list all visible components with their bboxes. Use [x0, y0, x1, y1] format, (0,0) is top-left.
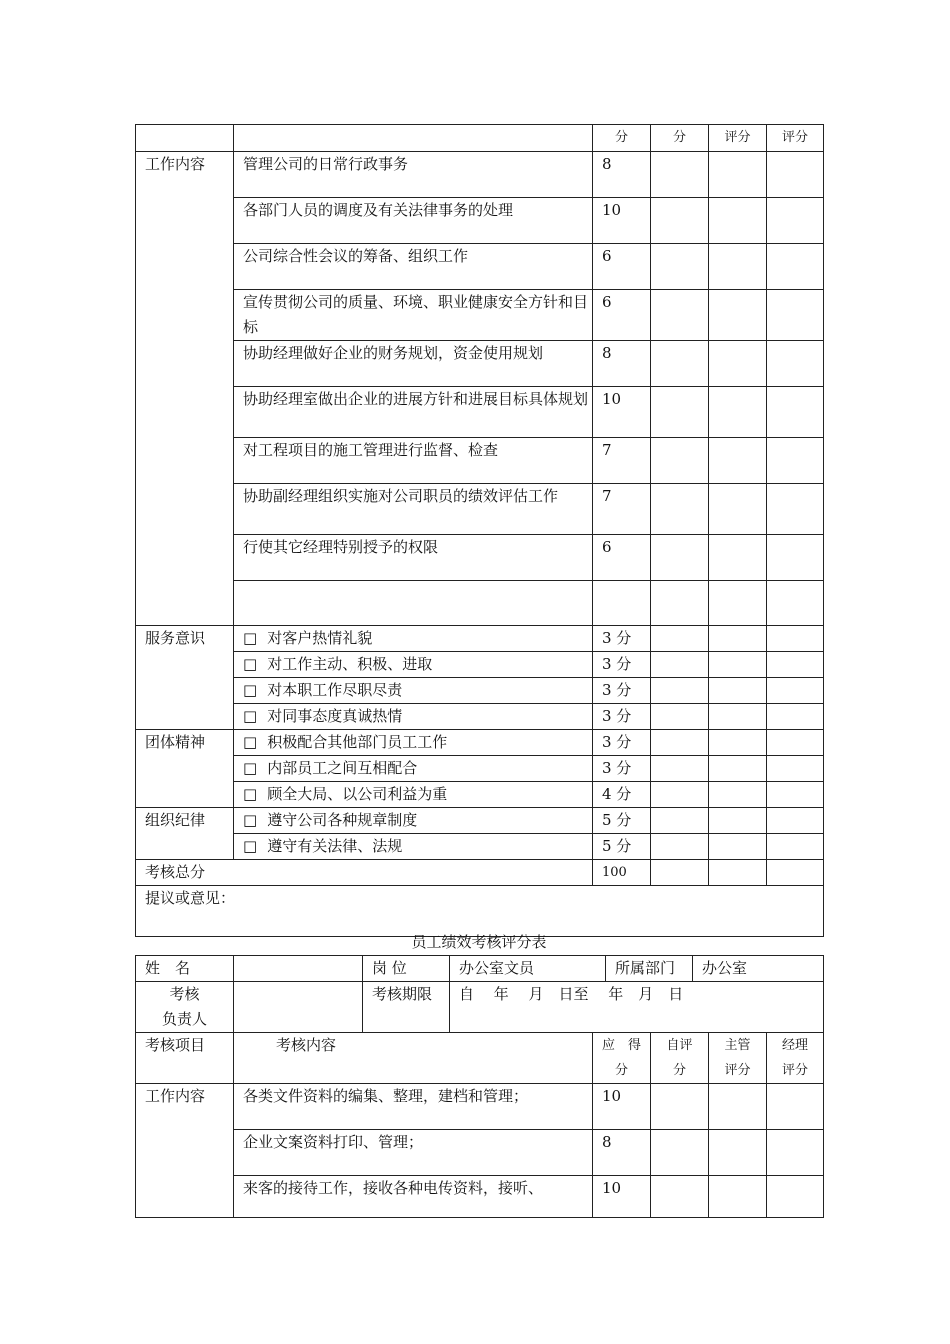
header-cell: 分 [651, 125, 709, 152]
checkbox-icon[interactable]: □ [243, 707, 258, 725]
header-line: 分 [672, 1063, 686, 1078]
item-score: 10 [593, 1084, 651, 1130]
item-score: 10 [593, 1176, 651, 1218]
manager-score-cell[interactable] [767, 652, 824, 678]
table-row [136, 1084, 824, 1130]
table-row [136, 387, 824, 438]
table-row [136, 290, 824, 341]
checkbox-icon[interactable]: □ [243, 629, 258, 647]
self-score-cell[interactable] [651, 834, 709, 860]
total-label: 考核总分 [136, 860, 593, 886]
header-row [136, 1033, 824, 1084]
manager-score-cell[interactable] [767, 290, 824, 341]
item-text: 协助经理做好企业的财务规划，资金使用规划 [234, 341, 593, 387]
checkbox-icon[interactable]: □ [243, 733, 258, 751]
supervisor-score-cell[interactable] [709, 730, 767, 756]
header-line: 经理 [781, 1038, 808, 1053]
item-score: 6 [593, 244, 651, 290]
category-label: 工作内容 [136, 152, 234, 626]
self-score-cell[interactable] [651, 438, 709, 484]
item-score: 3 分 [593, 730, 651, 756]
dept-value: 办公室 [693, 956, 824, 982]
item-text: 企业文案资料打印、管理； [234, 1130, 593, 1176]
table-row [136, 438, 824, 484]
supervisor-score-cell[interactable] [709, 860, 767, 886]
dept-label: 所属部门 [606, 956, 693, 982]
item-text: 宣传贯彻公司的质量、环境、职业健康安全方针和目标 [234, 290, 593, 341]
total-value: 100 [593, 860, 651, 886]
self-score-cell[interactable] [651, 244, 709, 290]
self-score-cell[interactable] [651, 704, 709, 730]
suggestion-label: 提议或意见： [145, 889, 236, 907]
self-score-cell[interactable] [651, 535, 709, 581]
self-score-cell[interactable] [651, 1084, 709, 1130]
self-score-cell[interactable] [651, 341, 709, 387]
self-score-cell[interactable] [651, 290, 709, 341]
suggestion-field[interactable] [136, 886, 824, 937]
supervisor-score-cell[interactable] [709, 782, 767, 808]
name-label: 姓 名 [136, 956, 234, 982]
supervisor-score-cell[interactable] [709, 1084, 767, 1130]
manager-score-cell[interactable] [767, 678, 824, 704]
supervisor-score-cell[interactable] [709, 341, 767, 387]
table-row [136, 808, 824, 834]
checkbox-icon[interactable]: □ [243, 681, 258, 699]
table-row [136, 198, 824, 244]
item-score [593, 581, 651, 626]
item-text [234, 704, 593, 730]
self-score-cell[interactable] [651, 652, 709, 678]
header-cell [136, 125, 234, 152]
item-text: 公司综合性会议的筹备、组织工作 [234, 244, 593, 290]
header-manager [767, 1033, 824, 1084]
name-field[interactable] [234, 956, 363, 982]
supervisor-score-cell[interactable] [709, 152, 767, 198]
self-score-cell[interactable] [651, 808, 709, 834]
supervisor-score-cell[interactable] [709, 290, 767, 341]
item-score: 3 分 [593, 704, 651, 730]
item-label: 顾全大局、以公司利益为重 [267, 785, 448, 803]
item-label: 遵守有关法律、法规 [267, 837, 403, 855]
item-text: 协助副经理组织实施对公司职员的绩效评估工作 [234, 484, 593, 535]
table-row [136, 730, 824, 756]
reviewer-field[interactable] [234, 982, 363, 1033]
manager-score-cell[interactable] [767, 626, 824, 652]
manager-score-cell[interactable] [767, 152, 824, 198]
table-row [136, 152, 824, 198]
header-self [651, 1033, 709, 1084]
item-score: 6 [593, 290, 651, 341]
supervisor-score-cell[interactable] [709, 652, 767, 678]
item-text [234, 756, 593, 782]
self-score-cell[interactable] [651, 626, 709, 652]
item-text [234, 581, 593, 626]
table-row [136, 1130, 824, 1176]
header-supervisor [709, 1033, 767, 1084]
table-row [136, 626, 824, 652]
item-text: 对工程项目的施工管理进行监督、检查 [234, 438, 593, 484]
period-field[interactable]: 自 年 月 日至 年 月 日 [450, 982, 824, 1033]
item-label: 内部员工之间互相配合 [267, 759, 418, 777]
item-score: 5 分 [593, 808, 651, 834]
post-value: 办公室文员 [450, 956, 606, 982]
manager-score-cell[interactable] [767, 484, 824, 535]
table-row [136, 756, 824, 782]
item-score: 10 [593, 387, 651, 438]
manager-score-cell[interactable] [767, 1176, 824, 1218]
table-row [136, 535, 824, 581]
self-score-cell[interactable] [651, 678, 709, 704]
manager-score-cell[interactable] [767, 438, 824, 484]
item-label: 遵守公司各种规章制度 [267, 811, 418, 829]
item-score: 4 分 [593, 782, 651, 808]
item-score: 10 [593, 198, 651, 244]
manager-score-cell[interactable] [767, 244, 824, 290]
self-score-cell[interactable] [651, 1130, 709, 1176]
appraisal-table-1 [135, 124, 824, 937]
total-row [136, 860, 824, 886]
supervisor-score-cell[interactable] [709, 678, 767, 704]
header-cell [234, 125, 593, 152]
manager-score-cell[interactable] [767, 704, 824, 730]
checkbox-icon[interactable]: □ [243, 837, 258, 855]
item-score: 8 [593, 152, 651, 198]
self-score-cell[interactable] [651, 756, 709, 782]
header-row [136, 125, 824, 152]
table-row [136, 678, 824, 704]
manager-score-cell[interactable] [767, 535, 824, 581]
item-score: 6 [593, 535, 651, 581]
self-score-cell[interactable] [651, 484, 709, 535]
suggestion-row [136, 886, 824, 937]
item-text [234, 808, 593, 834]
item-score: 7 [593, 484, 651, 535]
info-row [136, 956, 824, 982]
item-label: 对客户热情礼貌 [267, 629, 373, 647]
item-score: 3 分 [593, 678, 651, 704]
item-text: 管理公司的日常行政事务 [234, 152, 593, 198]
post-label: 岗 位 [363, 956, 450, 982]
item-text [234, 678, 593, 704]
page-title: 员工绩效考核评分表 [411, 933, 547, 951]
item-text [234, 652, 593, 678]
table-row [136, 581, 824, 626]
table-row [136, 1176, 824, 1218]
manager-score-cell[interactable] [767, 756, 824, 782]
self-score-cell[interactable] [651, 730, 709, 756]
item-text: 各类文件资料的编集、整理，建档和管理； [234, 1084, 593, 1130]
checkbox-icon[interactable]: □ [243, 759, 258, 777]
checkbox-icon[interactable]: □ [243, 655, 258, 673]
table-row [136, 834, 824, 860]
self-score-cell[interactable] [651, 860, 709, 886]
item-label: 对同事态度真诚热情 [267, 707, 403, 725]
checkbox-icon[interactable]: □ [243, 785, 258, 803]
manager-score-cell[interactable] [767, 341, 824, 387]
category-label: 工作内容 [136, 1084, 234, 1218]
manager-score-cell[interactable] [767, 834, 824, 860]
period-label: 考核期限 [363, 982, 450, 1033]
category-label: 组织纪律 [136, 808, 234, 860]
supervisor-score-cell[interactable] [709, 756, 767, 782]
supervisor-score-cell[interactable] [709, 1176, 767, 1218]
supervisor-score-cell[interactable] [709, 808, 767, 834]
header-cell: 评分 [709, 125, 767, 152]
manager-score-cell[interactable] [767, 730, 824, 756]
item-label: 对本职工作尽职尽责 [267, 681, 403, 699]
header-line: 评分 [724, 1063, 751, 1078]
item-label: 对工作主动、积极、进取 [267, 655, 433, 673]
header-item: 考核项目 [136, 1033, 234, 1084]
item-score: 5 分 [593, 834, 651, 860]
table-row [136, 484, 824, 535]
table-row [136, 652, 824, 678]
header-line: 应 得 [601, 1038, 641, 1053]
header-line: 主管 [724, 1038, 751, 1053]
self-score-cell[interactable] [651, 198, 709, 244]
appraisal-table-2 [135, 955, 824, 1033]
supervisor-score-cell[interactable] [709, 484, 767, 535]
header-score [593, 1033, 651, 1084]
item-text [234, 730, 593, 756]
self-score-cell[interactable] [651, 581, 709, 626]
item-score: 3 分 [593, 756, 651, 782]
header-content: 考核内容 [234, 1033, 593, 1084]
header-cell: 分 [593, 125, 651, 152]
item-text: 行使其它经理特别授予的权限 [234, 535, 593, 581]
supervisor-score-cell[interactable] [709, 535, 767, 581]
item-score: 8 [593, 1130, 651, 1176]
self-score-cell[interactable] [651, 782, 709, 808]
manager-score-cell[interactable] [767, 860, 824, 886]
manager-score-cell[interactable] [767, 782, 824, 808]
manager-score-cell[interactable] [767, 1084, 824, 1130]
self-score-cell[interactable] [651, 387, 709, 438]
info-row [136, 982, 824, 1033]
manager-score-cell[interactable] [767, 581, 824, 626]
item-label: 积极配合其他部门员工工作 [267, 733, 448, 751]
supervisor-score-cell[interactable] [709, 438, 767, 484]
supervisor-score-cell[interactable] [709, 704, 767, 730]
category-label: 服务意识 [136, 626, 234, 730]
manager-score-cell[interactable] [767, 198, 824, 244]
manager-score-cell[interactable] [767, 387, 824, 438]
self-score-cell[interactable] [651, 152, 709, 198]
supervisor-score-cell[interactable] [709, 198, 767, 244]
header-line: 分 [614, 1063, 628, 1078]
item-text: 各部门人员的调度及有关法律事务的处理 [234, 198, 593, 244]
supervisor-score-cell[interactable] [709, 834, 767, 860]
manager-score-cell[interactable] [767, 1130, 824, 1176]
item-text [234, 834, 593, 860]
reviewer-label [136, 982, 234, 1033]
table-row [136, 244, 824, 290]
header-line: 评分 [781, 1063, 808, 1078]
item-score: 7 [593, 438, 651, 484]
table-row [136, 782, 824, 808]
reviewer-label-line: 负责人 [161, 1010, 207, 1028]
appraisal-table-2-items [135, 1032, 824, 1218]
item-text [234, 782, 593, 808]
header-line: 自评 [666, 1038, 693, 1053]
reviewer-label-line: 考核 [169, 985, 200, 1003]
table-row [136, 704, 824, 730]
item-text: 来客的接待工作，接收各种电传资料，接听、 [234, 1176, 593, 1218]
supervisor-score-cell[interactable] [709, 244, 767, 290]
item-text [234, 626, 593, 652]
self-score-cell[interactable] [651, 1176, 709, 1218]
header-cell: 评分 [767, 125, 824, 152]
category-label: 团体精神 [136, 730, 234, 808]
item-score: 8 [593, 341, 651, 387]
manager-score-cell[interactable] [767, 808, 824, 834]
supervisor-score-cell[interactable] [709, 626, 767, 652]
table-row [136, 341, 824, 387]
supervisor-score-cell[interactable] [709, 1130, 767, 1176]
item-score: 3 分 [593, 626, 651, 652]
item-score: 3 分 [593, 652, 651, 678]
checkbox-icon[interactable]: □ [243, 811, 258, 829]
item-text: 协助经理室做出企业的进展方针和进展目标具体规划 [234, 387, 593, 438]
supervisor-score-cell[interactable] [709, 581, 767, 626]
supervisor-score-cell[interactable] [709, 387, 767, 438]
